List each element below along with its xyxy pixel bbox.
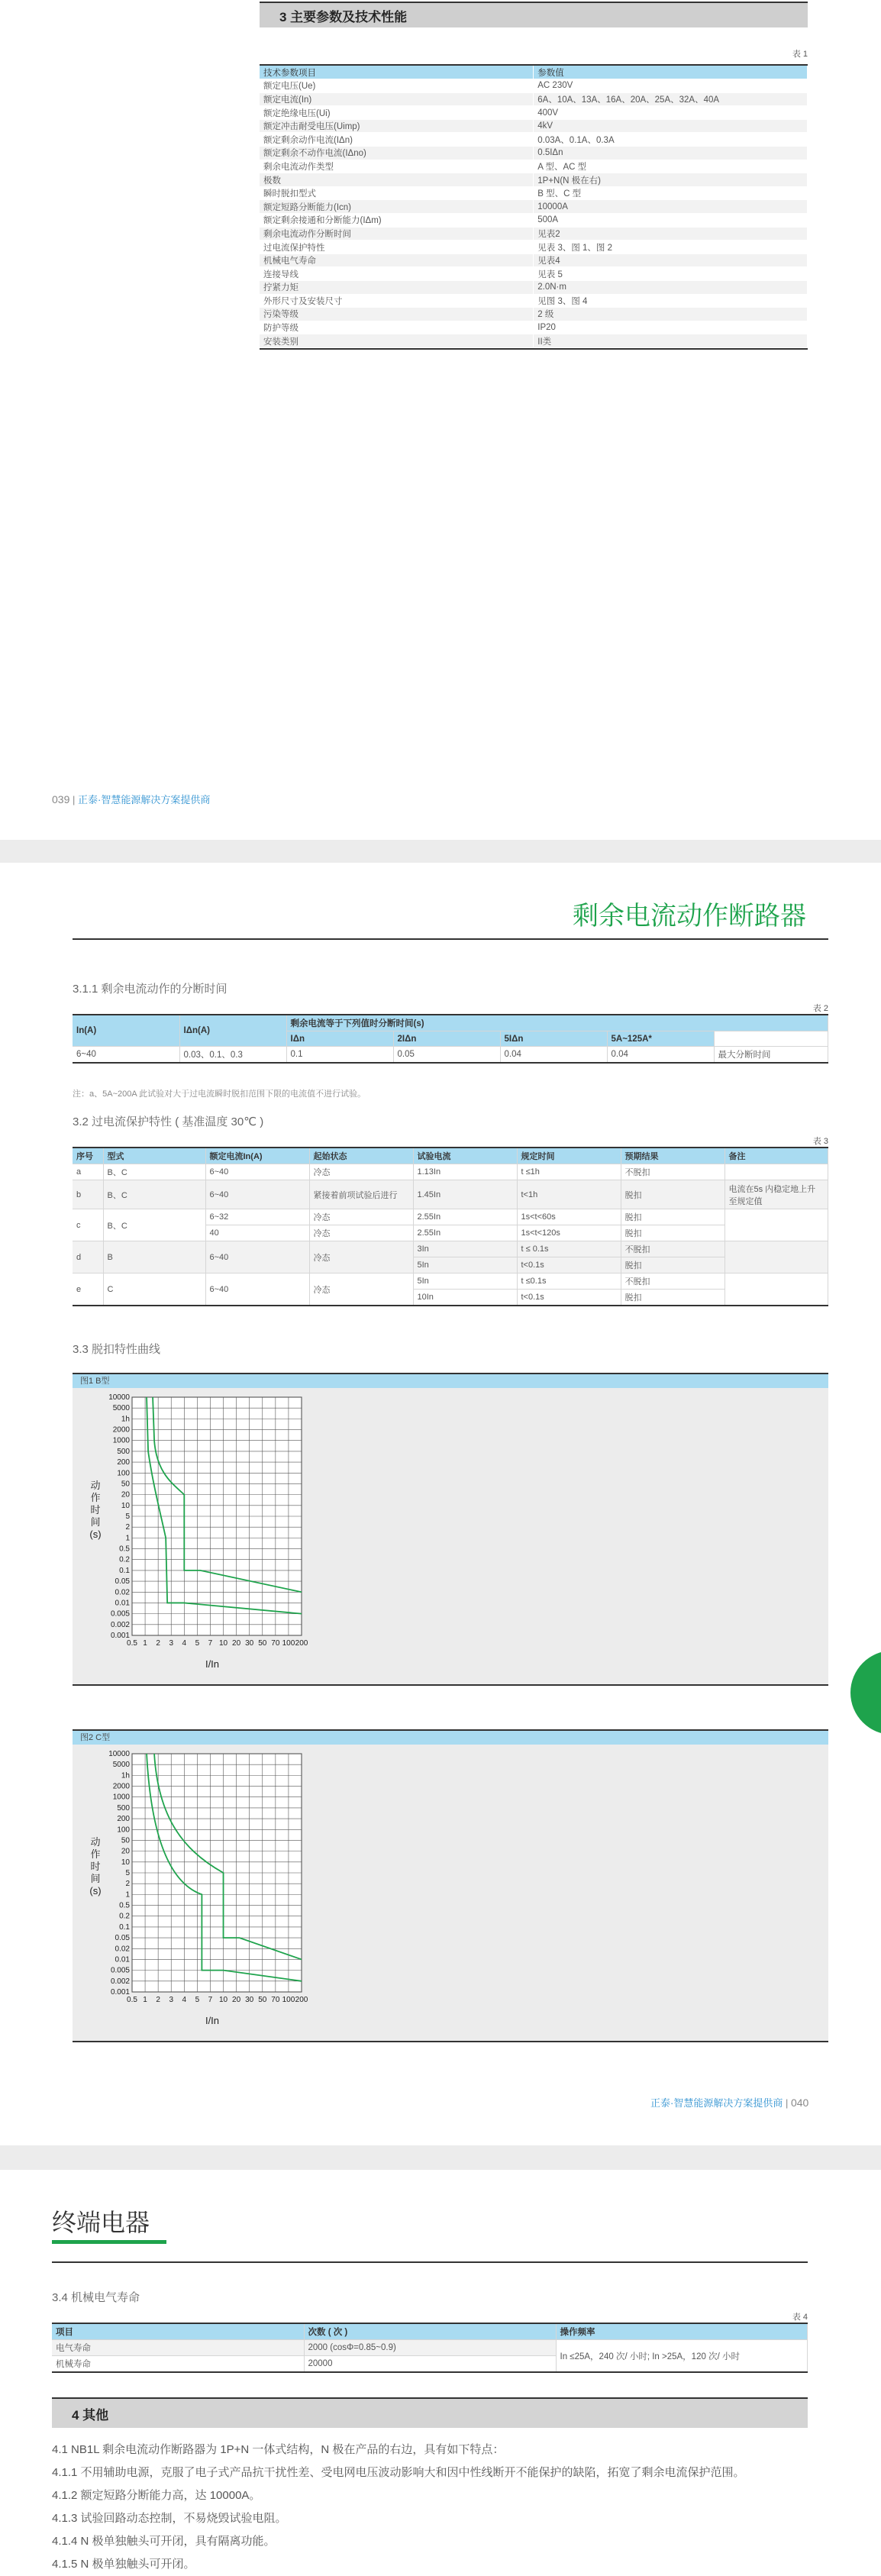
spec-param-name: 安装类别: [260, 334, 534, 348]
t2-c1: 0.03、0.1、0.3: [179, 1047, 286, 1064]
spec-param-value: B 型、C 型: [534, 186, 808, 200]
t3-a2: 6~40: [205, 1164, 309, 1180]
t3-c6b: 脱扣: [621, 1225, 724, 1241]
spec-param-name: 额定剩余不动作电流(IΔno): [260, 147, 534, 160]
table-3-label: 表 3: [812, 1137, 828, 1146]
title-underline: [73, 938, 828, 940]
x-axis-label: I/In: [205, 2015, 220, 2026]
t3-h1: 型式: [103, 1148, 205, 1164]
spec-row: [260, 200, 808, 214]
y-tick: 10000: [108, 1393, 130, 1402]
t3-d5b: t<0.1s: [517, 1257, 621, 1273]
t2-h-in: In(A): [73, 1015, 179, 1047]
trip-curve-b: [73, 1388, 393, 1686]
t3-e1: C: [103, 1273, 205, 1306]
x-tick: 20: [232, 1639, 241, 1648]
t3-c5: 1s<t<60s: [517, 1209, 621, 1225]
t3-d7: [724, 1241, 828, 1273]
footer-brand: 正泰·智慧能源解决方案提供商: [78, 794, 211, 805]
y-tick: 10: [121, 1858, 130, 1867]
spec-param-name: 防护等级: [260, 321, 534, 334]
t3-b1: B、C: [103, 1180, 205, 1209]
y-tick: 2: [125, 1523, 130, 1532]
x-tick: 1: [143, 1996, 147, 2004]
section-4-text: [52, 2439, 861, 2576]
t3-c3b: 冷态: [309, 1225, 413, 1241]
spec-param-value: 0.03A、0.1A、0.3A: [534, 133, 808, 147]
t3-a4: 1.13In: [413, 1164, 517, 1180]
y-tick: 0.002: [110, 1977, 130, 1986]
y-axis-label: 时: [90, 1861, 101, 1872]
y-tick: 2: [125, 1880, 130, 1889]
x-tick: 4: [182, 1996, 187, 2004]
spec-row: [260, 227, 808, 240]
t2-h-time: 剩余电流等于下列值时分断时间(s): [286, 1015, 828, 1031]
t2-c4: 0.04: [500, 1047, 607, 1064]
y-tick: 0.5: [119, 1545, 130, 1554]
t3-c5b: 1s<t<120s: [517, 1225, 621, 1241]
page-040: [0, 863, 881, 2145]
line-4-1-4: 4.1.4 N 极单独触头可开闭，具有隔离功能。: [52, 2535, 276, 2548]
x-tick: 200: [295, 1996, 308, 2004]
t3-h6: 预期结果: [621, 1148, 724, 1164]
figure-1-b-type: [73, 1373, 828, 1686]
y-tick: 0.2: [119, 1555, 130, 1564]
t3-e4: 5In: [413, 1273, 517, 1290]
spec-param-name: 额定电流(In): [260, 92, 534, 106]
trip-curve-c: [73, 1745, 393, 2042]
y-tick: 100: [117, 1469, 130, 1478]
y-tick: 0.001: [110, 1988, 130, 1997]
x-tick: 4: [182, 1639, 187, 1648]
t3-h0: 序号: [73, 1148, 103, 1164]
footer-left: [52, 792, 210, 806]
y-tick: 100: [117, 1825, 130, 1835]
spec-param-name: 额定冲击耐受电压(Uimp): [260, 119, 534, 133]
spec-table: [260, 66, 808, 348]
x-tick: 200: [295, 1639, 308, 1648]
section-3-4: 3.4 机械电气寿命: [52, 2291, 140, 2304]
y-tick: 1h: [121, 1415, 130, 1424]
table-4-wrap: [52, 2323, 808, 2373]
spec-row: [260, 240, 808, 254]
line-4-1-1: 4.1.1 不用辅助电源，克服了电子式产品抗干扰性差、受电网电压波动影响大和因中性线断开不能保护的缺陷，拓宽了剩余电流保护范围。: [52, 2466, 745, 2479]
y-tick: 10000: [108, 1750, 130, 1758]
footer-divider-2: |: [785, 2097, 789, 2109]
page-3-title-green-line: [52, 2240, 166, 2244]
table-3: [73, 1147, 828, 1306]
y-tick: 50: [121, 1836, 130, 1845]
y-tick: 500: [117, 1447, 130, 1456]
spec-row: [260, 281, 808, 295]
t3-d3: 冷态: [309, 1241, 413, 1273]
y-tick: 5000: [112, 1404, 130, 1413]
page-3-title: 终端电器: [52, 2209, 150, 2236]
t3-d2: 6~40: [205, 1241, 309, 1273]
y-tick: 500: [117, 1803, 130, 1813]
section-3-2: 3.2 过电流保护特性 ( 基准温度 30℃ ): [73, 1115, 264, 1128]
t3-e2: 6~40: [205, 1273, 309, 1306]
y-axis-label: 动: [90, 1480, 101, 1491]
spec-row: [260, 214, 808, 228]
spec-param-value: 400V: [534, 106, 808, 120]
t3-e6b: 脱扣: [621, 1290, 724, 1306]
t3-a5: t ≤1h: [517, 1164, 621, 1180]
spec-param-value: 2.0N·m: [534, 281, 808, 295]
x-tick: 30: [245, 1639, 254, 1648]
spec-param-value: 500A: [534, 214, 808, 228]
spec-header-value: 参数值: [534, 66, 808, 79]
spec-param-name: 连接导线: [260, 267, 534, 281]
t3-d0: d: [73, 1241, 103, 1273]
page-3-title-underline: [52, 2261, 808, 2263]
spec-param-value: II类: [534, 334, 808, 348]
spec-row: [260, 334, 808, 348]
t3-b6: 脱扣: [621, 1180, 724, 1209]
spec-param-value: IP20: [534, 321, 808, 334]
y-axis-label: (s): [89, 1528, 102, 1540]
x-tick: 7: [208, 1996, 213, 2004]
t2-h-idn: IΔn(A): [179, 1015, 286, 1047]
t3-a6: 不脱扣: [621, 1164, 724, 1180]
t3-e0: e: [73, 1273, 103, 1306]
t3-b3: 紧接着前项试验后进行: [309, 1180, 413, 1209]
table-1-label: 表 1: [792, 50, 808, 59]
y-tick: 0.005: [110, 1609, 130, 1619]
y-tick: 10: [121, 1501, 130, 1510]
x-tick: 100: [282, 1996, 295, 2004]
line-4-1-3: 4.1.3 试验回路动态控制，不易烧毁试验电阻。: [52, 2512, 287, 2525]
y-tick: 5000: [112, 1761, 130, 1770]
x-tick: 1: [143, 1639, 147, 1648]
t3-c3: 冷态: [309, 1209, 413, 1225]
page-number-2: 040: [790, 2097, 809, 2109]
side-tab-dot: [850, 1651, 881, 1735]
spec-row: [260, 308, 808, 321]
x-tick: 5: [195, 1639, 200, 1648]
spec-param-value: 见表4: [534, 253, 808, 267]
t4-h0: 项目: [52, 2323, 304, 2340]
table-2: [73, 1014, 828, 1064]
spec-param-value: A 型、AC 型: [534, 160, 808, 173]
t3-c4: 2.55In: [413, 1209, 517, 1225]
x-tick: 2: [156, 1639, 160, 1648]
y-tick: 50: [121, 1480, 130, 1489]
t3-h2: 额定电流In(A): [205, 1148, 309, 1164]
y-tick: 5: [125, 1512, 130, 1521]
t3-b0: b: [73, 1180, 103, 1209]
t2-h2-2: 5IΔn: [500, 1031, 607, 1047]
figure-2-tag: 图2 C型: [73, 1731, 828, 1745]
t3-d5: t ≤ 0.1s: [517, 1241, 621, 1257]
t3-h3: 起始状态: [309, 1148, 413, 1164]
x-tick: 30: [245, 1996, 254, 2004]
y-tick: 0.002: [110, 1620, 130, 1629]
y-axis-label: 作: [90, 1848, 101, 1860]
section-3-3: 3.3 脱扣特性曲线: [73, 1343, 161, 1356]
x-tick: 10: [218, 1639, 228, 1648]
x-tick: 3: [169, 1639, 174, 1648]
table-2-note: 注：a、5A~200A 此试验对大于过电流瞬时脱扣范围下限的电流值不进行试验。: [73, 1089, 366, 1099]
spec-row: [260, 173, 808, 187]
spec-param-name: 外形尺寸及安装尺寸: [260, 294, 534, 308]
t3-c7: [724, 1209, 828, 1241]
section-3-1-1: 3.1.1 剩余电流动作的分断时间: [73, 983, 228, 996]
x-tick: 50: [258, 1639, 267, 1648]
line-4-1: 4.1 NB1L 剩余电流动作断路器为 1P+N 一体式结构，N 极在产品的右边，具有如下特点：: [52, 2443, 505, 2456]
spec-row: [260, 186, 808, 200]
y-tick: 200: [117, 1815, 130, 1824]
spec-row: [260, 160, 808, 173]
t4-r0c0: 电气寿命: [52, 2340, 304, 2356]
y-tick: 0.05: [115, 1934, 130, 1943]
y-tick: 1: [125, 1534, 130, 1543]
t3-d4b: 5In: [413, 1257, 517, 1273]
spec-row: [260, 294, 808, 308]
t3-a3: 冷态: [309, 1164, 413, 1180]
t2-h2-3: 5A~125A*: [607, 1031, 714, 1047]
y-tick: 0.02: [115, 1945, 130, 1954]
y-axis-label: 间: [90, 1516, 101, 1528]
t2-h2-0: IΔn: [286, 1031, 393, 1047]
t3-b2: 6~40: [205, 1180, 309, 1209]
t2-c0: 6~40: [73, 1047, 179, 1064]
y-tick: 20: [121, 1847, 130, 1856]
page-gap-2: [0, 2145, 881, 2170]
t3-e5: t ≤0.1s: [517, 1273, 621, 1290]
x-tick: 7: [208, 1639, 213, 1648]
spec-param-value: 见表 5: [534, 267, 808, 281]
footer-brand-2: 正泰·智慧能源解决方案提供商: [650, 2097, 783, 2109]
y-tick: 0.1: [119, 1566, 130, 1575]
t2-c3: 0.05: [393, 1047, 500, 1064]
page-gap-1: [0, 840, 881, 863]
t3-c2b: 40: [205, 1225, 309, 1241]
spec-param-value: 见表2: [534, 227, 808, 240]
table-2-label: 表 2: [812, 1004, 828, 1013]
t3-d1: B: [103, 1241, 205, 1273]
t4-r0c1: 2000 (cosΦ=0.85~0.9): [304, 2340, 556, 2356]
spec-table-wrap: [260, 64, 808, 350]
y-tick: 0.5: [119, 1901, 130, 1910]
spec-param-name: 机械电气寿命: [260, 253, 534, 267]
y-tick: 0.2: [119, 1912, 130, 1921]
spec-row: [260, 267, 808, 281]
y-tick: 20: [121, 1490, 130, 1499]
figure-1-tag: 图1 B型: [73, 1374, 828, 1388]
spec-param-name: 过电流保护特性: [260, 240, 534, 254]
t3-c0: c: [73, 1209, 103, 1241]
y-tick: 200: [117, 1458, 130, 1467]
spec-header-item: 技术参数项目: [260, 66, 534, 79]
page-039: [0, 0, 881, 840]
y-axis-label: (s): [89, 1885, 102, 1896]
table-3-wrap: [73, 1147, 828, 1306]
x-tick: 2: [156, 1996, 160, 2004]
t4-h2: 操作频率: [556, 2323, 808, 2340]
spec-row: [260, 119, 808, 133]
y-axis-label: 时: [90, 1504, 101, 1516]
t3-a1: B、C: [103, 1164, 205, 1180]
y-tick: 2000: [112, 1782, 130, 1791]
t3-a0: a: [73, 1164, 103, 1180]
x-tick: 0.5: [127, 1996, 137, 2004]
spec-param-name: 额定电压(Ue): [260, 79, 534, 93]
t4-r1c0: 机械寿命: [52, 2356, 304, 2373]
t2-h2-4: [714, 1031, 828, 1047]
t3-e5b: t<0.1s: [517, 1290, 621, 1306]
t3-h4: 试验电流: [413, 1148, 517, 1164]
x-tick: 70: [271, 1639, 280, 1648]
t2-c2: 0.1: [286, 1047, 393, 1064]
page-number: 039: [52, 793, 70, 805]
t3-e6: 不脱扣: [621, 1273, 724, 1290]
spec-param-name: 额定剩余动作电流(IΔn): [260, 133, 534, 147]
x-tick: 0.5: [127, 1639, 137, 1648]
spec-row: [260, 253, 808, 267]
spec-param-name: 污染等级: [260, 308, 534, 321]
spec-row: [260, 133, 808, 147]
t3-b5: t<1h: [517, 1180, 621, 1209]
t4-r1c1: 20000: [304, 2356, 556, 2373]
spec-row: [260, 147, 808, 160]
t3-d4: 3In: [413, 1241, 517, 1257]
table-2-wrap: [73, 1014, 828, 1064]
spec-param-name: 剩余电流动作类型: [260, 160, 534, 173]
y-axis-label: 动: [90, 1836, 101, 1848]
spec-row: [260, 321, 808, 334]
t3-c4b: 2.55In: [413, 1225, 517, 1241]
t4-h1: 次数 ( 次 ): [304, 2323, 556, 2340]
spec-row: [260, 106, 808, 120]
y-tick: 0.1: [119, 1922, 130, 1932]
y-tick: 5: [125, 1869, 130, 1877]
t3-d6: 不脱扣: [621, 1241, 724, 1257]
spec-param-name: 额定短路分断能力(Icn): [260, 200, 534, 214]
t3-h5: 规定时间: [517, 1148, 621, 1164]
table-4-label: 表 4: [792, 2313, 808, 2322]
x-tick: 5: [195, 1996, 200, 2004]
x-tick: 10: [218, 1996, 228, 2004]
spec-param-name: 瞬时脱扣型式: [260, 186, 534, 200]
t3-a7: [724, 1164, 828, 1180]
spec-param-value: 见图 3、图 4: [534, 294, 808, 308]
spec-param-name: 拧紧力矩: [260, 281, 534, 295]
t3-e3: 冷态: [309, 1273, 413, 1306]
y-tick: 1: [125, 1890, 130, 1900]
spec-param-value: 1P+N(N 极在右): [534, 173, 808, 187]
y-tick: 0.005: [110, 1966, 130, 1975]
t3-c6: 脱扣: [621, 1209, 724, 1225]
t3-e4b: 10In: [413, 1290, 517, 1306]
spec-param-name: 额定剩余接通和分断能力(IΔm): [260, 214, 534, 228]
t3-c2: 6~32: [205, 1209, 309, 1225]
y-tick: 1000: [112, 1436, 130, 1445]
x-tick: 20: [232, 1996, 241, 2004]
t3-b7: 电流在5s 内稳定地上升至规定值: [724, 1180, 828, 1209]
page-title: 剩余电流动作断路器: [573, 902, 806, 931]
y-tick: 1h: [121, 1771, 130, 1780]
y-tick: 0.001: [110, 1632, 130, 1640]
t3-c1: B、C: [103, 1209, 205, 1241]
t4-freq: In ≤25A，240 次/ 小时; In >25A，120 次/ 小时: [556, 2340, 808, 2373]
y-tick: 0.02: [115, 1588, 130, 1597]
spec-param-name: 额定绝缘电压(Ui): [260, 106, 534, 120]
spec-row: [260, 79, 808, 93]
t2-c6: 最大分断时间: [714, 1047, 828, 1064]
t2-h2-1: 2IΔn: [393, 1031, 500, 1047]
y-tick: 0.05: [115, 1577, 130, 1587]
x-tick: 3: [169, 1996, 174, 2004]
t3-b4: 1.45In: [413, 1180, 517, 1209]
y-axis-label: 作: [90, 1492, 101, 1503]
t2-c5: 0.04: [607, 1047, 714, 1064]
y-tick: 2000: [112, 1425, 130, 1435]
section-4-banner: 4 其他: [52, 2397, 808, 2428]
t3-h7: 备注: [724, 1148, 828, 1164]
spec-param-value: 2 级: [534, 308, 808, 321]
line-4-1-5: 4.1.5 N 极单独触头可开闭。: [52, 2558, 195, 2571]
t3-d6b: 脱扣: [621, 1257, 724, 1273]
spec-param-value: 10000A: [534, 200, 808, 214]
spec-row: [260, 92, 808, 106]
y-tick: 0.01: [115, 1599, 130, 1608]
spec-param-value: 4kV: [534, 119, 808, 133]
t3-e7: [724, 1273, 828, 1306]
page-041: [0, 2170, 881, 2571]
y-tick: 0.01: [115, 1955, 130, 1964]
x-axis-label: I/In: [205, 1658, 220, 1670]
spec-param-value: 见表 3、图 1、图 2: [534, 240, 808, 254]
spec-param-name: 极数: [260, 173, 534, 187]
spec-param-value: 6A、10A、13A、16A、20A、25A、32A、40A: [534, 92, 808, 106]
x-tick: 50: [258, 1996, 267, 2004]
spec-param-value: 0.5IΔn: [534, 147, 808, 160]
table-4: [52, 2323, 808, 2373]
y-tick: 1000: [112, 1793, 130, 1802]
line-4-1-2: 4.1.2 额定短路分断能力高，达 10000A。: [52, 2489, 261, 2502]
figure-2-c-type: [73, 1729, 828, 2042]
x-tick: 70: [271, 1996, 280, 2004]
section-3-banner: 3 主要参数及技术性能: [260, 2, 808, 27]
footer-right: [650, 2095, 808, 2110]
footer-divider: |: [72, 794, 76, 805]
x-tick: 100: [282, 1639, 295, 1648]
y-axis-label: 间: [90, 1873, 101, 1884]
spec-param-name: 剩余电流动作分断时间: [260, 227, 534, 240]
spec-param-value: AC 230V: [534, 79, 808, 93]
